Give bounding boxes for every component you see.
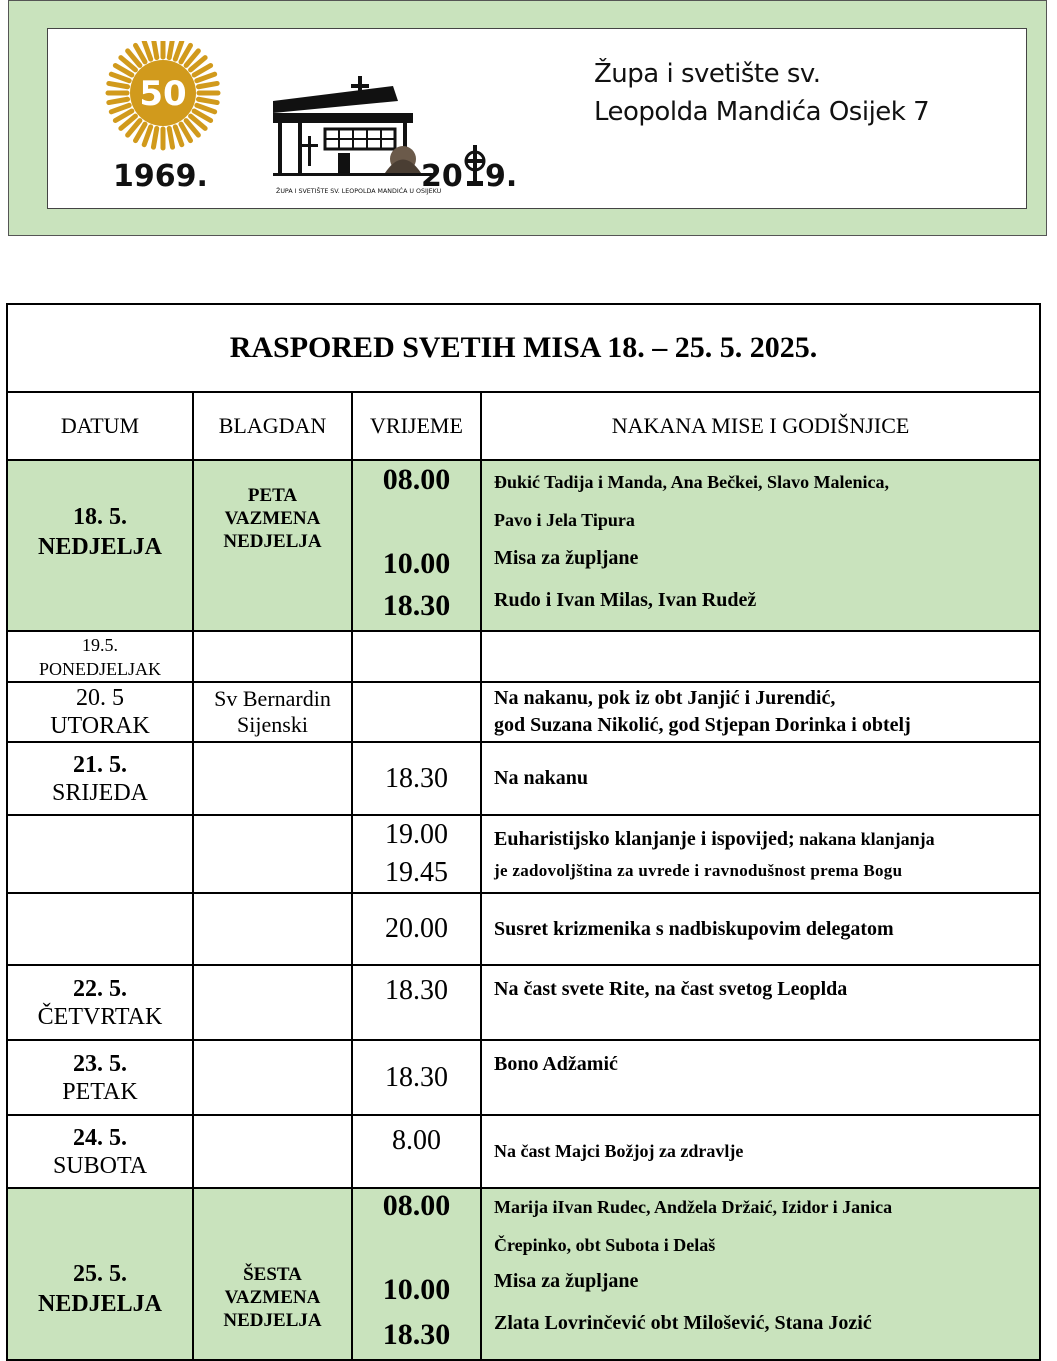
- intention-cell: [481, 631, 1040, 682]
- intention-line: Črepinko, obt Subota i Delaš: [494, 1235, 716, 1255]
- date: 20. 5: [76, 685, 124, 711]
- intention-text: Euharistijsko klanjanje i ispovijed;: [494, 828, 795, 850]
- intention-cell: [481, 965, 1040, 1040]
- time: 20.00: [352, 893, 481, 965]
- intention-cell: [481, 1115, 1040, 1188]
- intention-cell: [481, 742, 1040, 815]
- sun-ray: [169, 41, 172, 58]
- parish-name: [594, 55, 929, 131]
- col-header-time: VRIJEME: [352, 392, 481, 460]
- schedule-title: RASPORED SVETIH MISA 18. – 25. 5. 2025.: [7, 304, 1040, 392]
- intention-line: Đukić Tadija i Manda, Ana Bečkei, Slavo Malenica,: [494, 472, 890, 492]
- time-cell: [352, 631, 481, 682]
- feast-cell: [193, 742, 352, 815]
- intention-line: god Suzana Nikolić, god Stjepan Dorinka i obtelj: [494, 714, 911, 736]
- col-header-feast: BLAGDAN: [193, 392, 352, 460]
- weekday: NEDJELJA: [37, 1291, 163, 1317]
- time: 8.00: [352, 1115, 481, 1188]
- time-cell: [352, 682, 481, 742]
- time-cell: [352, 1188, 481, 1360]
- intention-line: Na čast Majci Božjoj za zdravlje: [494, 1141, 744, 1161]
- date-cell: [7, 460, 193, 631]
- table-row: [7, 1040, 1040, 1115]
- feast-cell: [193, 1040, 352, 1115]
- time: 19.45: [385, 857, 448, 888]
- sun-ray: [198, 83, 217, 86]
- time: 18.30: [352, 742, 481, 815]
- sun-ray: [153, 41, 156, 58]
- time: 18.30: [352, 1040, 481, 1115]
- parish-name-line2: Leopolda Mandića Osijek 7: [594, 97, 930, 127]
- sun-ray: [197, 105, 215, 111]
- intention-line: Rudo i Ivan Milas, Ivan Rudež: [494, 589, 757, 611]
- date-cell: [7, 1040, 193, 1115]
- sun-ray: [169, 128, 172, 147]
- table-row: [7, 965, 1040, 1040]
- intention-cell: [481, 1040, 1040, 1115]
- table-row: [7, 893, 1040, 965]
- intention-line: Misa za župljane: [494, 547, 639, 569]
- table-row: [7, 815, 1040, 893]
- year-start: 1969.: [113, 159, 208, 194]
- feast-cell: [193, 893, 352, 965]
- intention-line: Na nakanu: [494, 767, 588, 789]
- date: 23. 5.: [73, 1050, 127, 1077]
- date: 25. 5.: [73, 1261, 127, 1287]
- feast-line: Sijenski: [237, 712, 308, 737]
- time-cell: [352, 815, 481, 893]
- weekday: SUBOTA: [52, 1152, 148, 1179]
- sun-ray: [111, 74, 129, 80]
- intention-line: je zadovoljština za uvrede i ravnodušnost prema Bogu: [494, 861, 903, 880]
- sun-ray: [175, 127, 181, 145]
- feast-line: PETA: [247, 485, 298, 506]
- intention-line: Na nakanu, pok iz obt Janjić i Jurendić,: [494, 687, 836, 709]
- column-header-row: [7, 392, 1040, 460]
- weekday: ČETVRTAK: [37, 1003, 163, 1030]
- header-band: [8, 0, 1047, 236]
- time-cell: [352, 460, 481, 631]
- date-cell: [7, 965, 193, 1040]
- date: 22. 5.: [73, 975, 127, 1002]
- date-cell: [7, 815, 193, 893]
- col-header-intention: NAKANA MISE I GODIŠNJICE: [481, 392, 1040, 460]
- time: 19.00: [385, 819, 448, 850]
- time: 08.00: [382, 463, 451, 496]
- date-cell: [7, 682, 193, 742]
- feast-cell: [193, 965, 352, 1040]
- weekday: SRIJEDA: [51, 779, 148, 806]
- intention-text: nakana klanjanja: [794, 829, 935, 849]
- feast-line: VAZMENA: [224, 508, 321, 529]
- mass-schedule-table: [6, 303, 1041, 1361]
- sunburst-icon: [108, 41, 218, 148]
- intention-cell: [481, 460, 1040, 631]
- feast-cell: [193, 1115, 352, 1188]
- intention-line: Misa za župljane: [494, 1270, 639, 1292]
- sun-ray: [197, 74, 215, 80]
- feast-line: NEDJELJA: [223, 531, 322, 552]
- sun-ray: [198, 99, 217, 102]
- sun-ray: [144, 127, 150, 145]
- intention-line: Zlata Lovrinčević obt Milošević, Stana Jozić: [494, 1312, 872, 1334]
- table-row: [7, 1188, 1040, 1360]
- feast-line: NEDJELJA: [223, 1309, 322, 1331]
- intention-cell: [481, 893, 1040, 965]
- sun-ray: [175, 41, 181, 59]
- table-row: [7, 631, 1040, 682]
- intention-cell: [481, 815, 1040, 893]
- intention-cell: [481, 1188, 1040, 1360]
- time: 10.00: [382, 547, 451, 580]
- intention-line: Susret krizmenika s nadbiskupovim delegatom: [494, 917, 894, 940]
- sun-ray: [111, 105, 129, 111]
- date-cell: [7, 1115, 193, 1188]
- sun-ray: [109, 83, 128, 86]
- feast-cell: [193, 460, 352, 631]
- date-cell: [7, 1188, 193, 1360]
- logo-caption: ŽUPA I SVETIŠTE SV. LEOPOLDA MANDIĆA U OSIJEKU: [276, 188, 442, 195]
- year-end-prefix: 20: [421, 159, 463, 194]
- col-header-date: DATUM: [7, 392, 193, 460]
- weekday: UTORAK: [50, 713, 150, 739]
- date: 24. 5.: [73, 1124, 127, 1151]
- intention-line: Bono Adžamić: [494, 1053, 618, 1075]
- sun-ray: [153, 128, 156, 147]
- date: 18. 5.: [73, 503, 127, 530]
- feast-line: Sv Bernardin: [214, 686, 331, 711]
- intention-cell: [481, 682, 1040, 742]
- weekday: PONEDJELJAK: [38, 658, 161, 679]
- date-cell: [7, 631, 193, 682]
- sun-ray: [109, 99, 128, 102]
- parish-jubilee-logo: [103, 41, 533, 201]
- weekday: PETAK: [62, 1078, 138, 1105]
- table-row: [7, 1115, 1040, 1188]
- feast-cell: [193, 815, 352, 893]
- title-row: [7, 304, 1040, 392]
- time: 18.30: [352, 965, 481, 1040]
- feast-line: VAZMENA: [224, 1286, 321, 1308]
- church-building-icon: [273, 76, 433, 176]
- feast-cell: [193, 1188, 352, 1360]
- date: 19.5.: [82, 634, 118, 655]
- parish-name-line1: Župa i svetište sv.: [594, 59, 821, 89]
- feast-cell: [193, 682, 352, 742]
- intention-line: [494, 822, 1039, 856]
- table-row: [7, 682, 1040, 742]
- time: 18.30: [382, 1318, 451, 1351]
- time: 10.00: [382, 1273, 451, 1306]
- intention-line: Marija iIvan Rudec, Andžela Držaić, Izidor i Janica: [494, 1197, 893, 1217]
- sun-ray: [144, 41, 150, 59]
- table-row: [7, 742, 1040, 815]
- date-cell: [7, 893, 193, 965]
- date: 21. 5.: [73, 751, 127, 778]
- year-end-suffix: 9.: [485, 159, 518, 194]
- table-row: [7, 460, 1040, 631]
- feast-cell: [193, 631, 352, 682]
- cross-medallion-icon: [465, 145, 485, 186]
- feast-line: ŠESTA: [243, 1263, 302, 1285]
- date-cell: [7, 742, 193, 815]
- weekday: NEDJELJA: [37, 533, 163, 560]
- header-box: [47, 28, 1027, 209]
- time: 08.00: [382, 1189, 451, 1222]
- jubilee-number: 50: [139, 74, 187, 114]
- intention-line: Na čast svete Rite, na čast svetog Leoplda: [494, 978, 848, 1000]
- time: 18.30: [382, 589, 451, 622]
- intention-line: Pavo i Jela Tipura: [494, 510, 635, 530]
